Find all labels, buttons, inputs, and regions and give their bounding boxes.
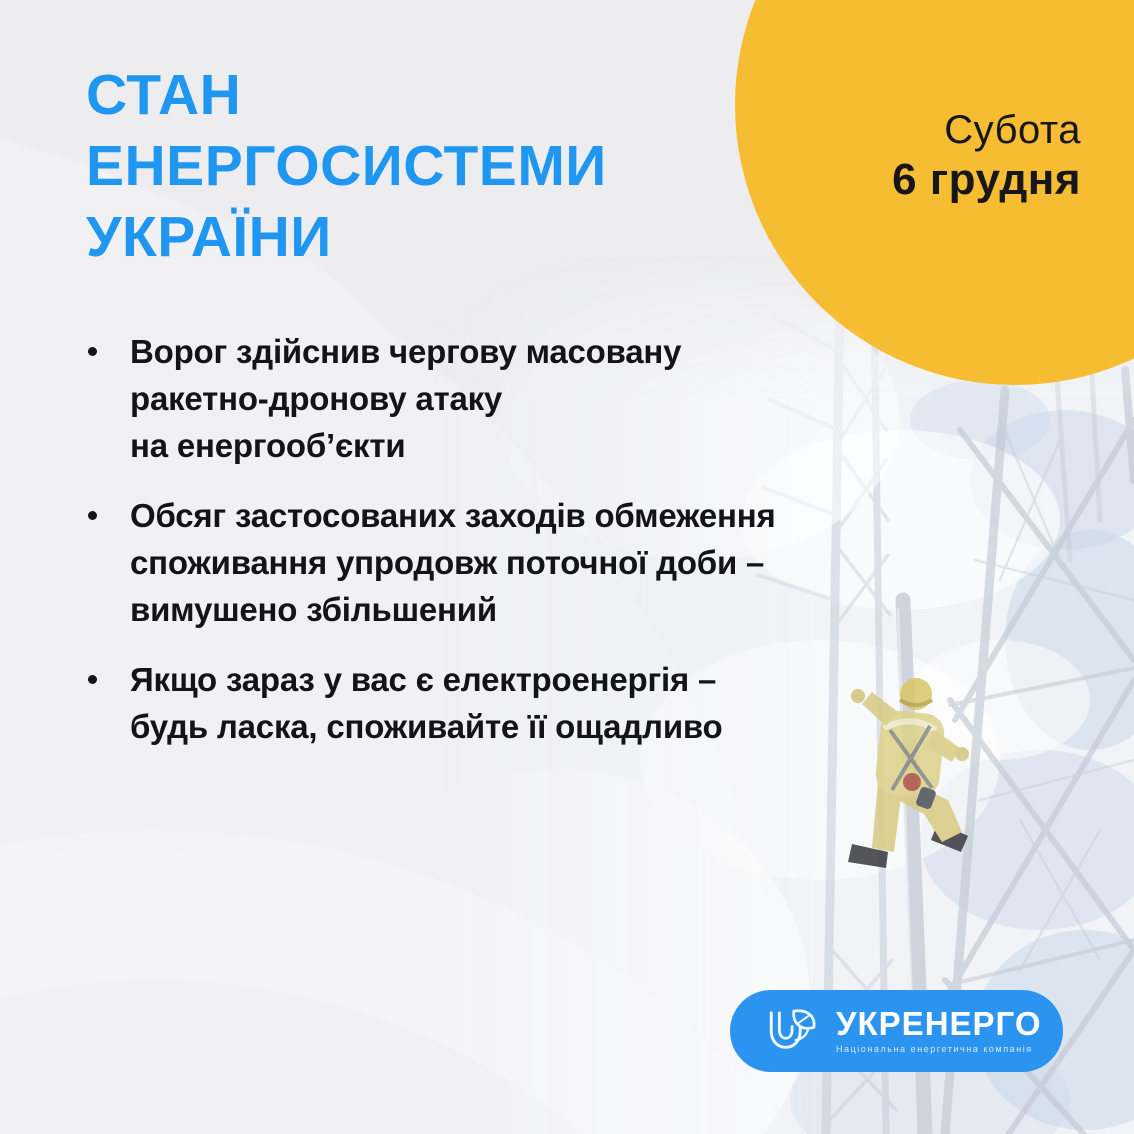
- bullet-item: [86, 328, 776, 469]
- logo-text: [836, 1007, 1042, 1055]
- date-badge: [892, 106, 1081, 205]
- poster-title: СТАН ЕНЕРГОСИСТЕМИ УКРАЇНИ: [86, 63, 607, 269]
- ukrenergo-logo-badge: [730, 990, 1063, 1072]
- bullet-list: [86, 328, 776, 773]
- bullet-item: [86, 656, 776, 750]
- bullet-item: [86, 492, 776, 633]
- logo-company-name: УКРЕНЕРГО: [836, 1005, 1042, 1042]
- date-weekday: Субота: [944, 108, 1081, 152]
- date-day: 6 грудня: [892, 155, 1081, 204]
- bullet-dot: [88, 675, 97, 684]
- bullet-dot: [88, 511, 97, 520]
- bullet-text: Обсяг застосованих заходів обмеження споживання упродовж поточної доби – вимушено збільшений: [130, 497, 776, 628]
- logo-tagline: Національна енергетична компанія: [836, 1044, 1033, 1054]
- bullet-text: Якщо зараз у вас є електроенергія – будь ласка, споживайте її ощадливо: [130, 661, 723, 745]
- u-leaf-logo-mark-icon: [764, 1008, 822, 1054]
- bullet-dot: [88, 347, 97, 356]
- bullet-text: Ворог здійснив чергову масовану ракетно-дронову атаку на енергооб’єкти: [130, 333, 682, 464]
